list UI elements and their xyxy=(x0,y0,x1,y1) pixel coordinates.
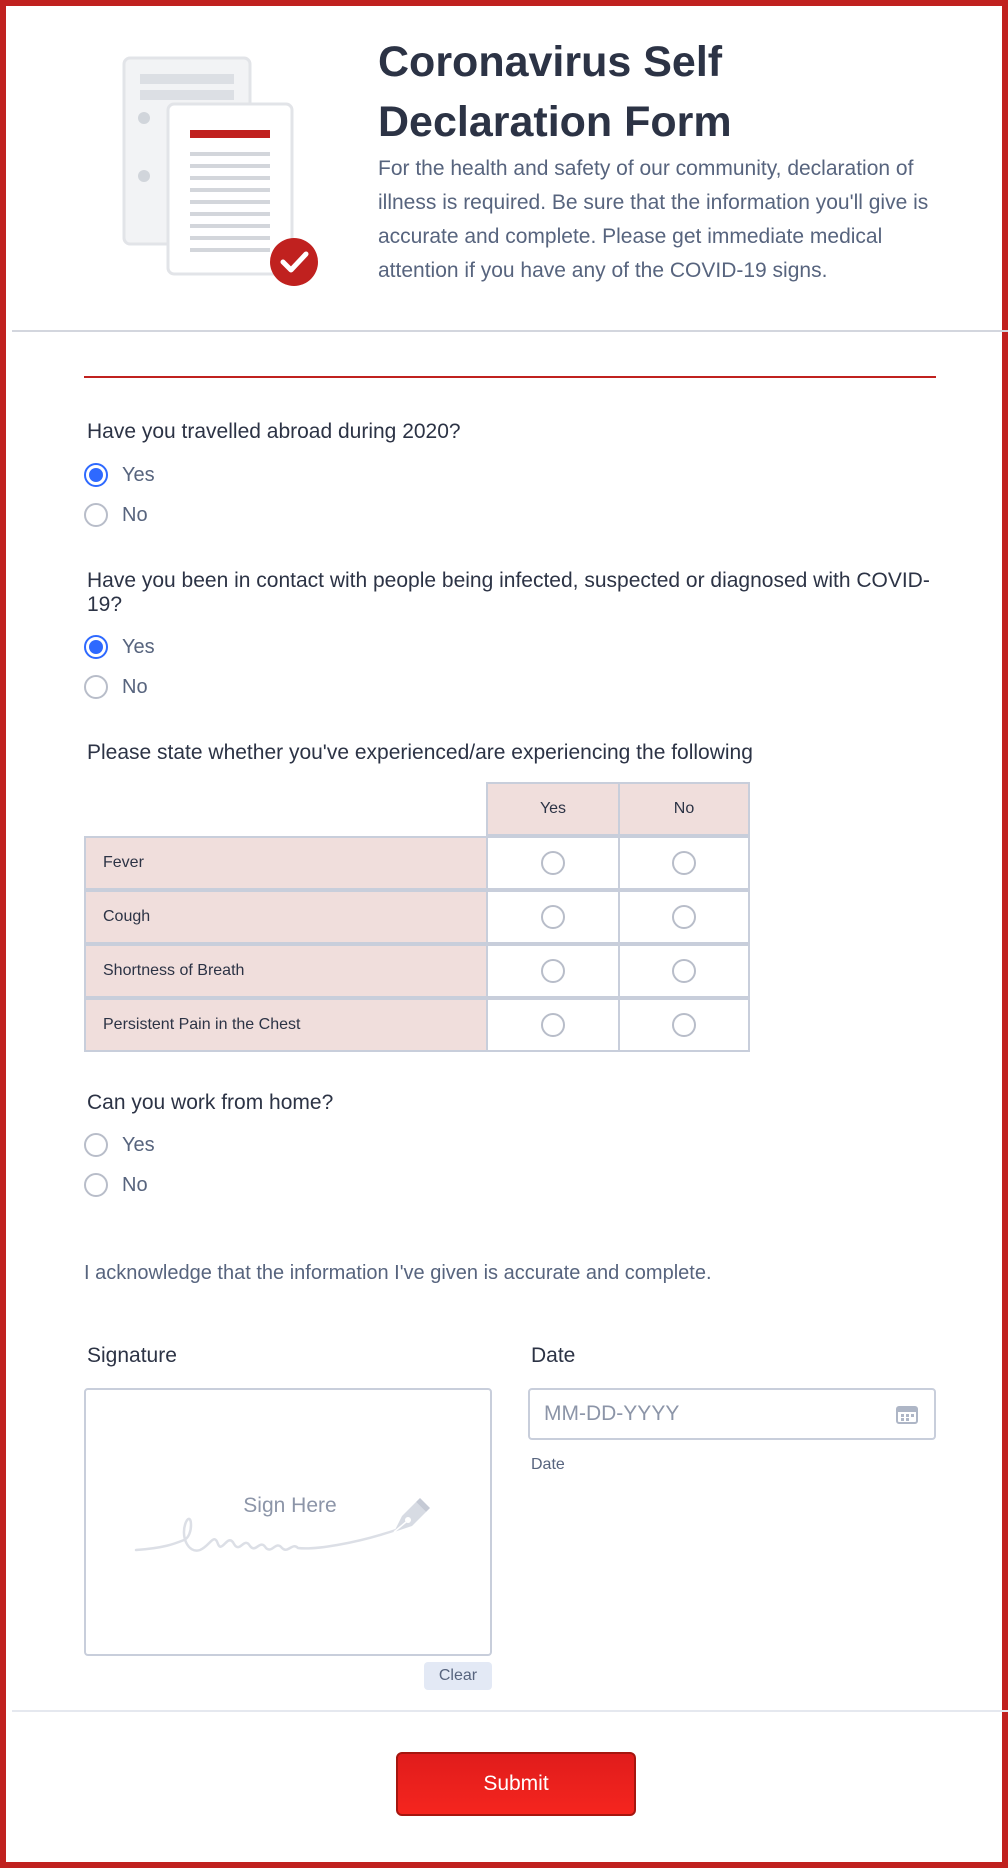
option-label: Yes xyxy=(122,635,155,658)
option-travel-yes[interactable] xyxy=(84,460,155,490)
calendar-icon[interactable] xyxy=(896,1404,918,1424)
submit-button[interactable]: Submit xyxy=(396,1752,636,1816)
radio-breath-no[interactable] xyxy=(672,959,696,983)
matrix-cell[interactable] xyxy=(486,944,620,998)
radio-chest-yes[interactable] xyxy=(541,1013,565,1037)
radio-wfh-no[interactable] xyxy=(84,1173,108,1197)
acknowledgement-text: I acknowledge that the information I've given is accurate and complete. xyxy=(84,1262,712,1284)
form-header xyxy=(12,12,1008,332)
matrix-row-label: Fever xyxy=(84,836,488,890)
question-contact: Have you been in contact with people being infected, suspected or diagnosed with COVID-19? xyxy=(87,569,930,616)
section-divider xyxy=(84,376,936,378)
matrix-row-fever xyxy=(84,836,750,890)
date-input[interactable] xyxy=(528,1388,936,1440)
option-label: No xyxy=(122,1173,148,1196)
matrix-row-cough xyxy=(84,890,750,944)
option-contact-yes[interactable] xyxy=(84,632,155,662)
option-contact-no[interactable] xyxy=(84,672,148,702)
matrix-cell[interactable] xyxy=(618,998,750,1052)
matrix-cell[interactable] xyxy=(618,890,750,944)
form-illustration-icon xyxy=(120,56,330,296)
date-sublabel: Date xyxy=(531,1456,565,1473)
matrix-cell[interactable] xyxy=(486,836,620,890)
checkmark-badge-icon xyxy=(270,238,318,286)
question-travel: Have you travelled abroad during 2020? xyxy=(87,420,461,443)
page-title: Coronavirus Self Declaration Form xyxy=(378,38,732,146)
option-label: Yes xyxy=(122,463,155,486)
clear-signature-button[interactable]: Clear xyxy=(424,1662,492,1690)
matrix-cell[interactable] xyxy=(618,836,750,890)
radio-travel-yes[interactable] xyxy=(84,463,108,487)
matrix-row-label: Persistent Pain in the Chest xyxy=(84,998,488,1052)
radio-cough-no[interactable] xyxy=(672,905,696,929)
date-label: Date xyxy=(531,1344,576,1367)
radio-fever-yes[interactable] xyxy=(541,851,565,875)
question-work-from-home: Can you work from home? xyxy=(87,1091,334,1114)
radio-contact-no[interactable] xyxy=(84,675,108,699)
matrix-cell[interactable] xyxy=(486,890,620,944)
signature-placeholder: Sign Here xyxy=(243,1494,337,1517)
signature-pad[interactable] xyxy=(84,1388,492,1656)
matrix-header-no: No xyxy=(618,782,750,836)
matrix-row-chest-pain xyxy=(84,998,750,1052)
option-travel-no[interactable] xyxy=(84,500,148,530)
radio-fever-no[interactable] xyxy=(672,851,696,875)
option-label: No xyxy=(122,503,148,526)
signature-label: Signature xyxy=(87,1344,177,1367)
option-wfh-no[interactable] xyxy=(84,1170,148,1200)
option-wfh-yes[interactable] xyxy=(84,1130,155,1160)
matrix-cell[interactable] xyxy=(486,998,620,1052)
question-symptoms: Please state whether you've experienced/are experiencing the following xyxy=(87,741,753,764)
symptoms-matrix xyxy=(84,782,750,1056)
matrix-cell[interactable] xyxy=(618,944,750,998)
radio-breath-yes[interactable] xyxy=(541,959,565,983)
matrix-row-label: Cough xyxy=(84,890,488,944)
radio-chest-no[interactable] xyxy=(672,1013,696,1037)
page-subtitle: For the health and safety of our community, declaration of illness is required. Be sure that the information you'll give is accurate and complete. Please get immediate medical attention if you have any of the COVID-19 signs. xyxy=(378,157,929,282)
matrix-row-breath xyxy=(84,944,750,998)
matrix-header-yes: Yes xyxy=(486,782,620,836)
radio-cough-yes[interactable] xyxy=(541,905,565,929)
radio-wfh-yes[interactable] xyxy=(84,1133,108,1157)
option-label: Yes xyxy=(122,1133,155,1156)
footer-divider xyxy=(12,1710,1008,1712)
pen-icon xyxy=(386,1490,436,1540)
radio-travel-no[interactable] xyxy=(84,503,108,527)
matrix-row-label: Shortness of Breath xyxy=(84,944,488,998)
radio-contact-yes[interactable] xyxy=(84,635,108,659)
option-label: No xyxy=(122,675,148,698)
